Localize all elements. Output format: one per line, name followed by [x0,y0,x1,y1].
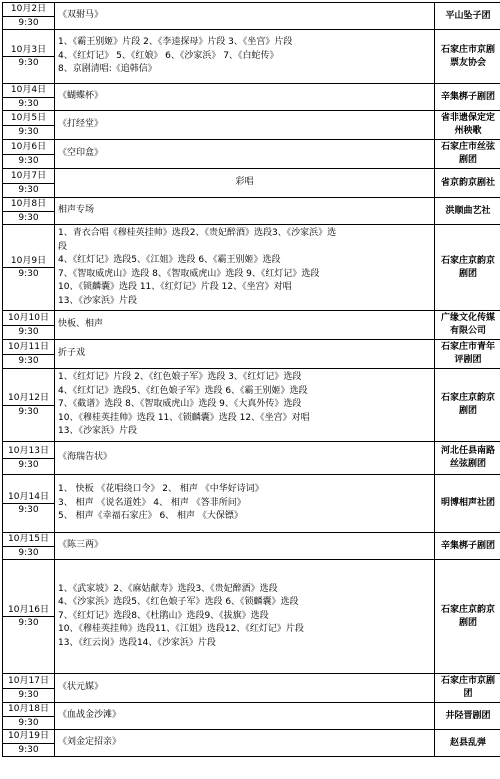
program-line: 4、《红灯记》选段5、《红色娘子军》选段 6、《霸王别姬》选段 [58,385,308,396]
date-cell [3,703,55,730]
performance-date: 10月15日 [3,533,54,547]
table-row [3,730,500,757]
date-cell [3,311,55,340]
program-line: 3、 相声 《说名道姓》 4、 相声 《答非所问》 [58,497,246,508]
troupe-name: 平山坠子团 [435,3,500,30]
troupe-name: 明博相声社团 [435,475,500,533]
performance-date: 10月4日 [3,84,54,98]
program-line: 《蝴蝶杯》 [58,91,104,102]
program-line: 10、《穆桂英挂帅》选段 11、《锁麟囊》选段 12、《坐宫》对唱 [58,412,310,423]
performance-date: 10月17日 [3,675,54,689]
program-cell [55,703,435,730]
program-line: 相声专场 [58,205,95,216]
performance-date: 10月7日 [3,170,54,184]
table-row [3,111,500,140]
performance-time: 9:30 [18,269,39,279]
program-line: 4、《沙家浜》选段5、《红色娘子军》选段 6、《锁麟囊》选段 [58,597,299,608]
performance-time: 9:30 [18,17,39,28]
performance-date: 10月11日 [3,341,54,355]
table-row [3,3,500,30]
program-cell [55,560,435,674]
program-cell [55,340,435,369]
table-row [3,169,500,198]
program-cell [55,475,435,533]
program-line: 13、《沙家浜》片段 [58,426,137,437]
table-row [3,84,500,111]
date-cell [3,560,55,674]
date-cell [3,3,55,30]
program-line: 《打经堂》 [58,119,104,130]
program-line: 4、《红灯记》选段5、《江姐》选段 6、《霸王别姬》选段 [58,255,281,265]
program-line: 《海瑞告状》 [58,452,113,463]
table-row [3,560,500,674]
program-cell [55,30,435,84]
program-cell [55,311,435,340]
program-line: 1、《武家坡》2、《麻姑献寿》选段3、《贵妃醉酒》选段 [58,583,278,594]
troupe-name: 石家庄市京剧票友协会 [435,30,500,84]
program-line: 1、《霸王别姬》片段 2、《李逵探母》片段 3、《坐宫》片段 [58,37,293,48]
date-cell [3,674,55,703]
date-cell [3,730,55,757]
program-line: 《刘金定招亲》 [58,737,122,748]
table-row [3,225,500,311]
program-line: 7、《红灯记》选段8、《杜鹃山》选段9、《拔旗》选段 [58,610,269,621]
performance-time: 9:30 [18,184,39,195]
troupe-name: 石家庄市京剧团 [435,674,500,703]
program-line: 《陈三两》 [58,540,104,551]
program-line: 快板、相声 [58,319,104,330]
program-cell [55,533,435,560]
troupe-name: 广缘文化传媒有限公司 [435,311,500,340]
schedule-body [3,3,500,757]
program-cell [55,442,435,475]
performance-time: 9:30 [18,326,39,337]
program-line: 《双驸马》 [58,10,104,21]
date-cell [3,84,55,111]
troupe-name: 石家庄京韵京剧团 [435,225,500,311]
program-line: 13、《沙家浜》片段 [58,295,137,306]
performance-time: 9:30 [18,126,39,137]
performance-date: 10月3日 [3,44,54,58]
date-cell [3,198,55,225]
performance-date: 10月14日 [3,491,54,505]
date-cell [3,30,55,84]
troupe-name: 石家庄京韵京剧团 [435,560,500,674]
performance-time: 9:30 [18,212,39,223]
program-cell [55,111,435,140]
performance-time: 9:30 [18,689,39,700]
troupe-name: 省非遗保定定州秧歌 [435,111,500,140]
performance-schedule-table [2,2,500,757]
program-line: 10、《穆桂英挂帅》选段11、《江姐》选段12、《红灯记》片段 [58,624,304,635]
performance-date: 10月10日 [3,312,54,326]
performance-time: 9:30 [18,717,39,728]
troupe-name: 赵县乱弹 [435,730,500,757]
program-line: 8、京剧清唱:《追韩信》 [58,64,157,75]
program-cell [55,169,435,198]
program-line: 7、《截谱》选段 8、《智取威虎山》选段 9、《大真外传》选段 [58,399,302,410]
troupe-name: 辛集梆子剧团 [435,533,500,560]
date-cell [3,169,55,198]
program-cell [55,369,435,442]
program-cell [55,198,435,225]
date-cell [3,369,55,442]
performance-date: 10月8日 [3,198,54,212]
program-line: 《状元媒》 [58,682,104,693]
performance-time: 9:30 [18,155,39,166]
program-line: 《血战金沙滩》 [58,710,122,721]
performance-time: 9:30 [18,58,39,68]
troupe-name: 石家庄市丝弦剧团 [435,140,500,169]
troupe-name: 井陉晋剧团 [435,703,500,730]
table-row [3,340,500,369]
program-line: 彩唱 [235,177,254,188]
performance-date: 10月2日 [3,3,54,17]
date-cell [3,533,55,560]
performance-date: 10月16日 [3,604,54,618]
date-cell [3,225,55,311]
date-cell [3,442,55,475]
program-line: 10、《锁麟囊》选段 11、《红灯记》片段 12、《坐宫》对唱 [58,282,292,292]
program-cell [55,84,435,111]
performance-time: 9:30 [18,505,39,515]
troupe-name: 石家庄市青年评剧团 [435,340,500,369]
program-line: 7、《智取威虎山》选段 8、《智取威虎山》选段 9、《红灯记》选段 [58,268,320,279]
performance-time: 9:30 [18,355,39,366]
performance-time: 9:30 [18,459,39,470]
troupe-name: 省京韵京剧社 [435,169,500,198]
table-row [3,30,500,84]
program-line: 13、《红云岗》选段14、《沙家浜》片段 [58,637,216,648]
program-line: 段 [58,241,68,252]
performance-time: 9:30 [18,618,39,628]
performance-date: 10月13日 [3,445,54,459]
performance-date: 10月19日 [3,730,54,744]
performance-time: 9:30 [18,744,39,755]
performance-time: 9:30 [18,98,39,109]
table-row [3,442,500,475]
program-line: 《空印盒》 [58,148,104,159]
table-row [3,703,500,730]
program-cell [55,674,435,703]
program-line: 1、青衣合唱《穆桂英挂帅》选段2、《贵妃醉酒》选段3、《沙家浜》选 [58,228,337,238]
date-cell [3,475,55,533]
performance-time: 9:30 [18,547,39,558]
table-row [3,533,500,560]
program-line: 5、 相声《幸福石家庄》 6、 相声 《大保镖》 [58,511,243,522]
date-cell [3,111,55,140]
table-row [3,475,500,533]
performance-date: 10月18日 [3,703,54,717]
table-row [3,198,500,225]
troupe-name: 辛集梆子剧团 [435,84,500,111]
program-line: 1、 快板 《花唱绕口令》 2、 相声 《中华好诗词》 [58,484,264,495]
program-cell [55,140,435,169]
program-line: 折子戏 [58,348,86,359]
troupe-name: 河北任县南路丝弦剧团 [435,442,500,475]
performance-date: 10月12日 [3,392,54,406]
performance-date: 10月9日 [3,255,54,269]
date-cell [3,140,55,169]
performance-date: 10月6日 [3,141,54,155]
program-cell [55,3,435,30]
program-line: 4、《红灯记》 5、《红娘》 6、《沙家浜》 7、《白蛇传》 [58,50,279,61]
table-row [3,674,500,703]
troupe-name: 洪顺曲艺社 [435,198,500,225]
troupe-name: 石家庄京韵京剧团 [435,369,500,442]
performance-date: 10月5日 [3,112,54,126]
table-row [3,140,500,169]
performance-time: 9:30 [18,406,39,417]
table-row [3,369,500,442]
table-row [3,311,500,340]
program-line: 1、《红灯记》片段 2、《红色娘子军》选段 3、《红灯记》选段 [58,372,302,383]
date-cell [3,340,55,369]
program-cell [55,225,435,311]
program-cell [55,730,435,757]
